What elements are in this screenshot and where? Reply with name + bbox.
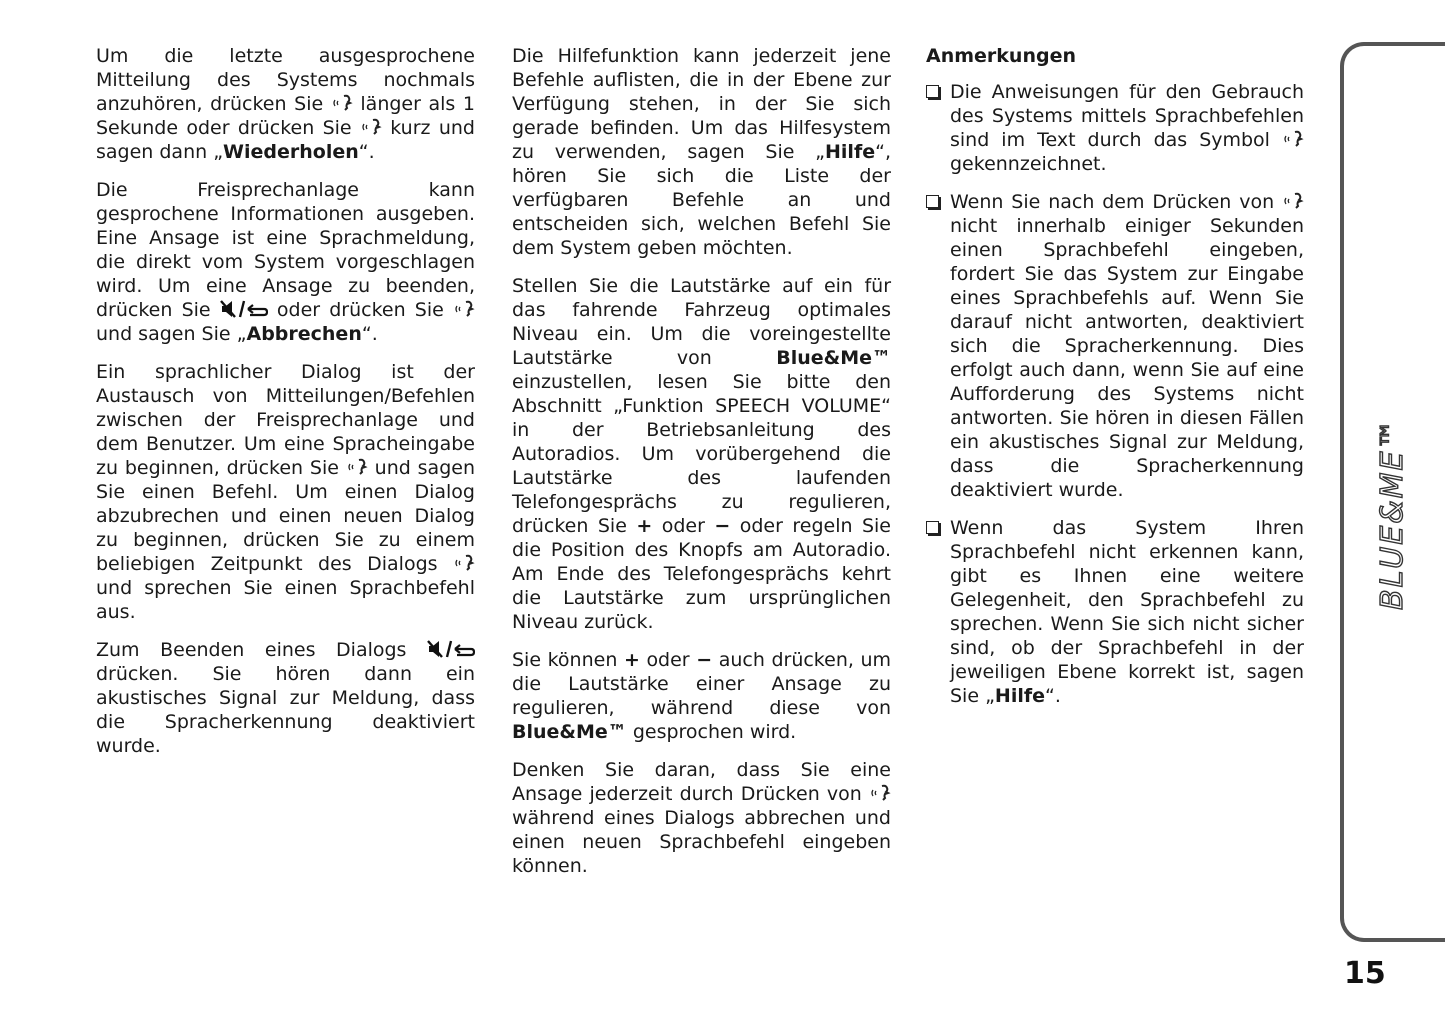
voice-command-icon [1282,130,1304,148]
mute-return-icon [427,639,475,659]
text-column-1 [96,44,475,772]
section-heading: Anmerkungen [926,45,1076,67]
checkbox-bullet-icon [926,195,939,208]
checkbox-bullet-icon [926,521,939,534]
voice-command-icon [1282,192,1304,210]
note-item: Wenn das System Ihren Sprachbefehl nicht erkennen kann, gibt es Ihnen eine weitere Gelegenheit, den Sprachbefehl zu sprechen. Wenn Sie sich nicht sicher sind, ob der Sprachbefehl in der jeweiligen Ebene korrekt ist, sagen Sie „Hilfe“. [926,516,1304,708]
voice-command-icon [453,554,475,572]
voice-command-icon [346,458,368,476]
text-column-3 [926,44,1304,722]
plus-key: + [636,515,653,537]
paragraph: Zum Beenden eines Dialogs drücken. Sie hören dann ein akustisches Signal zur Meldung, dass die Spracherkennung deaktiviert wurde. [96,639,475,757]
note-item: Die Anweisungen für den Gebrauch des Systems mittels Sprachbefehlen sind im Text durch das Symbol gekennzeichnet. [926,80,1304,176]
paragraph: Ein sprachlicher Dialog ist der Austausch von Mitteilungen/Befehlen zwischen der Freisprechanlage und dem Benutzer. Um eine Spracheingabe zu beginnen, drücken Sie und sagen Sie einen Befehl. Um einen Dialog abzubrechen und einen neuen Dialog zu beginnen, drücken Sie zu einem beliebigen Zeitpunkt des Dialogs und sprechen Sie einen Sprachbefehl aus. [96,361,475,623]
paragraph: Sie können + oder − auch drücken, um die Lautstärke einer Ansage zu regulieren, während diese von Blue&Me™ gesprochen wird. [512,649,892,743]
voice-command-icon [331,94,353,112]
paragraph: Um die letzte ausgesprochene Mitteilung des Systems nochmals anzuhören, drücken Sie länger als 1 Sekunde oder drücken Sie kurz und sagen dann „Wiederholen“. [96,45,476,163]
voice-command-icon [360,118,382,136]
minus-key: − [696,649,713,671]
checkbox-bullet-icon [926,85,939,98]
text-column-2 [512,44,891,892]
blue-and-me-logo [1375,388,1411,612]
logo-text: BLUE&ME™ [1375,417,1410,610]
page-number: 15 [1344,956,1386,991]
mute-return-icon [220,299,268,319]
paragraph: Die Freisprechanlage kann gesprochene Informationen ausgeben. Eine Ansage ist eine Sprachmeldung, die direkt vom System vorgeschlagen wird. Um eine Ansage zu beenden, drücken Sie oder drücken Sie und sagen Sie „Abbrechen“. [96,179,475,345]
plus-key: + [623,649,640,671]
minus-key: − [714,515,731,537]
paragraph: Die Hilfefunktion kann jederzeit jene Befehle auflisten, die in der Ebene zur Verfügung stehen, in der Sie sich gerade befinden. Um das Hilfesystem zu verwenden, sagen Sie „Hilfe“, hören Sie sich die Liste der verfügbaren Befehle an und entscheiden sich, welchen Befehl Sie dem System geben möchten. [512,45,891,259]
voice-command-icon [869,784,891,802]
voice-command-icon [453,300,475,318]
note-item: Wenn Sie nach dem Drücken von nicht innerhalb einiger Sekunden einen Sprachbefehl eingeben, fordert Sie das System zur Eingabe eines Sprachbefehls auf. Wenn Sie darauf nicht antworten, deaktiviert sich die Spracherkennung. Dies erfolgt auch dann, wenn Sie auf eine Aufforderung des Systems nicht antworten. Sie hören in diesen Fällen ein akustisches Signal zur Meldung, dass die Spracherkennung deaktiviert wurde. [926,190,1304,502]
paragraph: Denken Sie daran, dass Sie eine Ansage jederzeit durch Drücken von während eines Dialogs abbrechen und einen neuen Sprachbefehl eingeben können. [512,759,891,877]
paragraph: Stellen Sie die Lautstärke auf ein für das fahrende Fahrzeug optimales Niveau ein. Um die voreingestellte Lautstärke von Blue&Me™ einzustellen, lesen Sie bitte den Abschnitt „Funktion SPEECH VOLUME“ in der Betriebsanleitung des Autoradios. Um vorübergehend die Lautstärke des laufenden Telefongesprächs zu regulieren, drücken Sie + oder − oder regeln Sie die Position des Knopfs am Autoradio. Am Ende des Telefongesprächs kehrt die Lautstärke zum ursprünglichen Niveau zurück. [512,275,891,633]
